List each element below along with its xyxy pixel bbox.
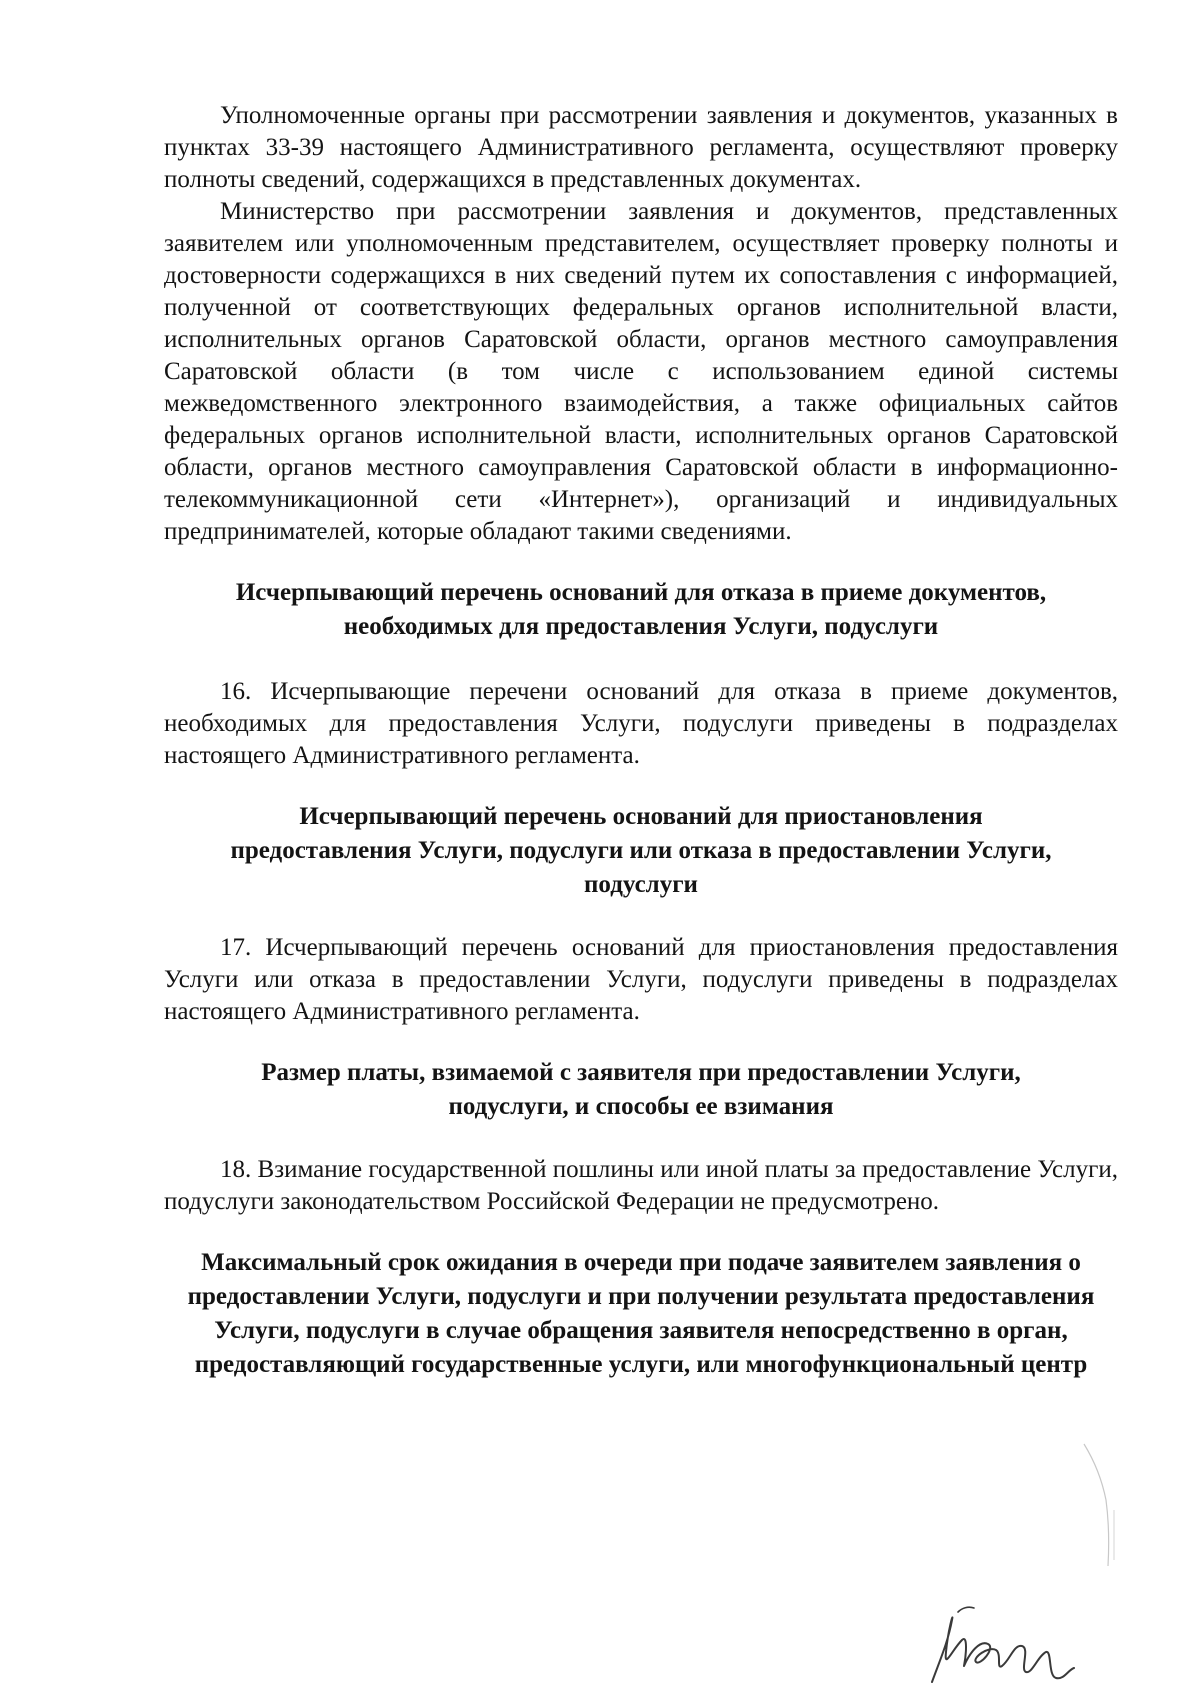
- document-body: [164, 100, 1118, 1382]
- paragraph-authorized-bodies: Уполномоченные органы при рассмотрении заявления и документов, указанных в пунктах 33-39 настоящего Административного регламента, осуществляют проверку полноты сведений, содержащихся в представленных документах.: [164, 102, 1118, 193]
- paragraph-ministry-verification: Министерство при рассмотрении заявления и документов, представленных заявителем или уполномоченным представителем, осуществляет проверку полноты и достоверности содержащихся в них сведений путем их сопоставления с информацией, полученной от соответствующих федеральных органов исполнительной власти, исполнительных органов Саратовской области, органов местного самоуправления Саратовской области (в том числе с использованием единой системы межведомственного электронного взаимодействия, а также официальных сайтов федеральных органов исполнительной власти, исполнительных органов Саратовской области, органов местного самоуправления Саратовской области в информационно-телекоммуникационной сети «Интернет»), организаций и индивидуальных предпринимателей, которые обладают такими сведениями.: [164, 198, 1118, 545]
- section-text-18: 18. Взимание государственной пошлины или иной платы за предоставление Услуги, подуслуги законодательством Российской Федерации не предусмотрено.: [164, 1156, 1118, 1215]
- section-heading-19: Максимальный срок ожидания в очереди при подаче заявителем заявления о предоставлении Услуги, подуслуги и при получении результата предоставления Услуги, подуслуги в случае обращения заявителя непосредственно в орган, предоставляющий государственные услуги, или многофункциональный центр: [187, 1249, 1095, 1378]
- scan-edge-mark: [1080, 1440, 1120, 1570]
- section-text-16: 16. Исчерпывающие перечени оснований для отказа в приеме документов, необходимых для предоставления Услуги, подуслуги приведены в подразделах настоящего Административного регламента.: [164, 678, 1118, 769]
- section-heading-17: Исчерпывающий перечень оснований для приостановления предоставления Услуги, подуслуги или отказа в предоставлении Услуги, подуслуги: [230, 803, 1052, 898]
- section-heading-18: Размер платы, взимаемой с заявителя при предоставлении Услуги, подуслуги, и способы ее взимания: [261, 1059, 1021, 1120]
- section-heading-16: Исчерпывающий перечень оснований для отказа в приеме документов, необходимых для предоставления Услуги, подуслуги: [235, 579, 1047, 640]
- section-text-17: 17. Исчерпывающий перечень оснований для приостановления предоставления Услуги или отказа в предоставлении Услуги, подуслуги приведены в подразделах настоящего Административного регламента.: [164, 934, 1118, 1025]
- handwritten-signature: [918, 1600, 1088, 1690]
